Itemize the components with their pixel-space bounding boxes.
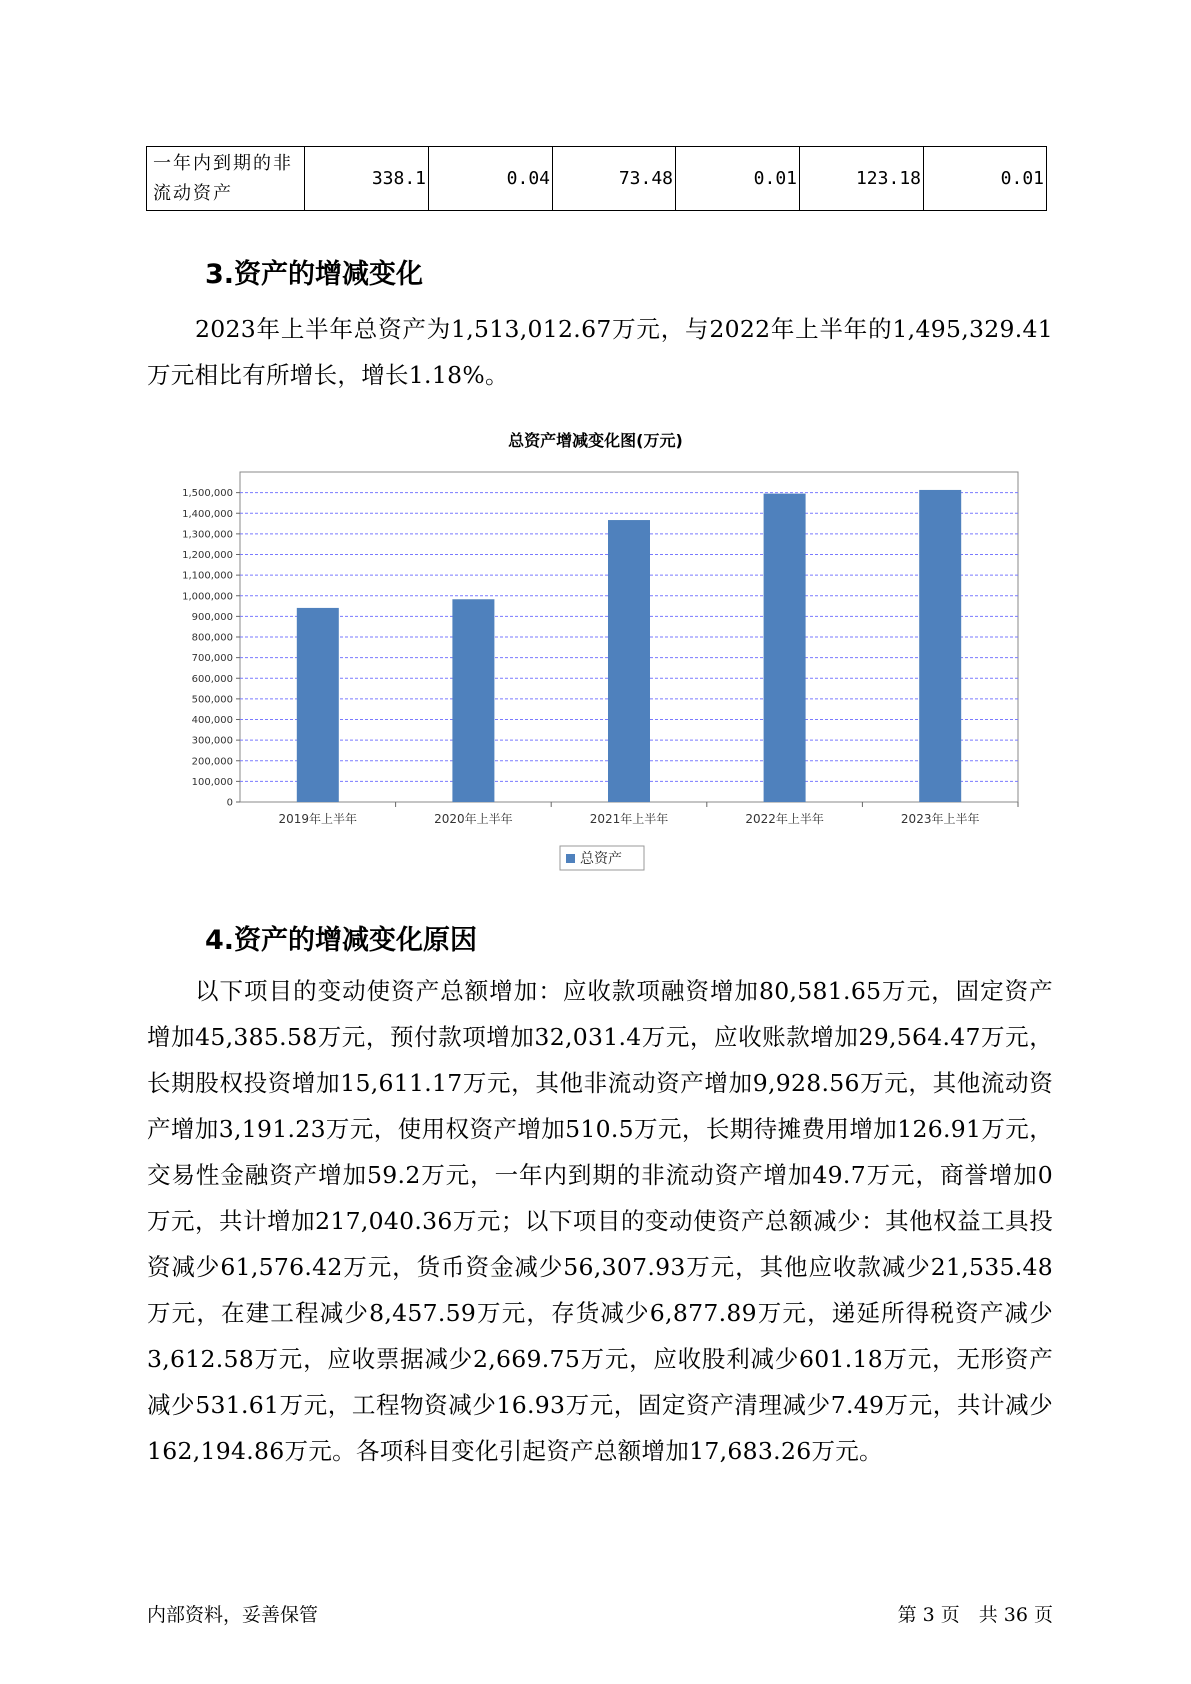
legend-swatch bbox=[566, 854, 575, 863]
asset-table bbox=[146, 146, 1047, 211]
section-4-text: 以下项目的变动使资产总额增加：应收款项融资增加80,581.65万元，固定资产增加45,385.58万元，预付款项增加32,031.4万元，应收账款增加29,564.47万元，长期股权投资增加15,611.17万元，其他非流动资产增加9,928.56万元，其他流动资产增加3,191.23万元，使用权资产增加510.5万元，长期待摊费用增加126.91万元，交易性金融资产增加59.2万元，一年内到期的非流动资产增加49.7万元，商誉增加0万元，共计增加217,040.36万元；以下项目的变动使资产总额减少：其他权益工具投资减少61,576.42万元，货币资金减少56,307.93万元，其他应收款减少21,535.48万元，在建工程减少8,457.59万元，存货减少6,877.89万元，递延所得税资产减少3,612.58万元，应收票据减少2,669.75万元，应收股利减少601.18万元，无形资产减少531.61万元，工程物资减少16.93万元，固定资产清理减少7.49万元，共计减少162,194.86万元。各项科目变化引起资产总额增加17,683.26万元。 bbox=[147, 977, 1053, 1465]
y-tick-label: 900,000 bbox=[191, 611, 233, 623]
row-label: 一年内到期的非流动资产 bbox=[147, 147, 305, 211]
y-tick-label: 500,000 bbox=[191, 694, 233, 706]
table-cell: 0.01 bbox=[924, 147, 1047, 211]
footer-left: 内部资料，妥善保管 bbox=[147, 1604, 319, 1626]
y-tick-label: 1,500,000 bbox=[182, 488, 233, 500]
x-tick-label: 2020年上半年 bbox=[434, 812, 513, 826]
section-3-paragraph bbox=[147, 306, 1053, 398]
x-tick-label: 2019年上半年 bbox=[278, 812, 358, 826]
chart-title: 总资产增减变化图(万元) bbox=[508, 431, 683, 450]
legend-label: 总资产 bbox=[580, 851, 622, 867]
table-cell: 123.18 bbox=[800, 147, 924, 211]
section-4-paragraph bbox=[147, 968, 1053, 1474]
bar bbox=[764, 494, 806, 802]
section-3-text: 2023年上半年总资产为1,513,012.67万元，与2022年上半年的1,495,329.41万元相比有所增长，增长1.18%。 bbox=[147, 315, 1053, 389]
y-tick-label: 800,000 bbox=[191, 632, 233, 644]
y-tick-label: 600,000 bbox=[191, 673, 233, 685]
y-tick-label: 1,400,000 bbox=[182, 508, 233, 520]
y-tick-label: 1,000,000 bbox=[182, 591, 233, 603]
bar bbox=[608, 520, 650, 802]
bar bbox=[452, 599, 494, 802]
y-tick-label: 200,000 bbox=[191, 756, 233, 768]
table-cell: 73.48 bbox=[553, 147, 676, 211]
y-tick-label: 400,000 bbox=[191, 715, 233, 726]
y-tick-label: 100,000 bbox=[191, 776, 233, 788]
bar bbox=[919, 490, 961, 802]
table-cell: 0.04 bbox=[429, 147, 553, 211]
y-tick-label: 1,300,000 bbox=[182, 529, 233, 541]
y-tick-label: 0 bbox=[226, 797, 233, 809]
y-tick-label: 300,000 bbox=[191, 735, 233, 747]
y-tick-label: 700,000 bbox=[191, 653, 233, 665]
table-row bbox=[147, 147, 1047, 211]
x-tick-label: 2021年上半年 bbox=[589, 812, 669, 826]
section-3-heading: 3.资产的增减变化 bbox=[205, 259, 424, 290]
y-tick-label: 1,100,000 bbox=[182, 570, 233, 582]
x-tick-label: 2022年上半年 bbox=[745, 812, 824, 826]
bar bbox=[297, 608, 339, 802]
section-4-heading: 4.资产的增减变化原因 bbox=[205, 925, 478, 956]
x-tick-label: 2023年上半年 bbox=[900, 812, 980, 826]
footer-page-number: 第 3 页 共 36 页 bbox=[897, 1604, 1053, 1626]
table-cell: 0.01 bbox=[676, 147, 800, 211]
y-tick-label: 1,200,000 bbox=[182, 550, 233, 561]
table-cell: 338.1 bbox=[305, 147, 429, 211]
asset-bar-chart bbox=[160, 460, 1030, 880]
